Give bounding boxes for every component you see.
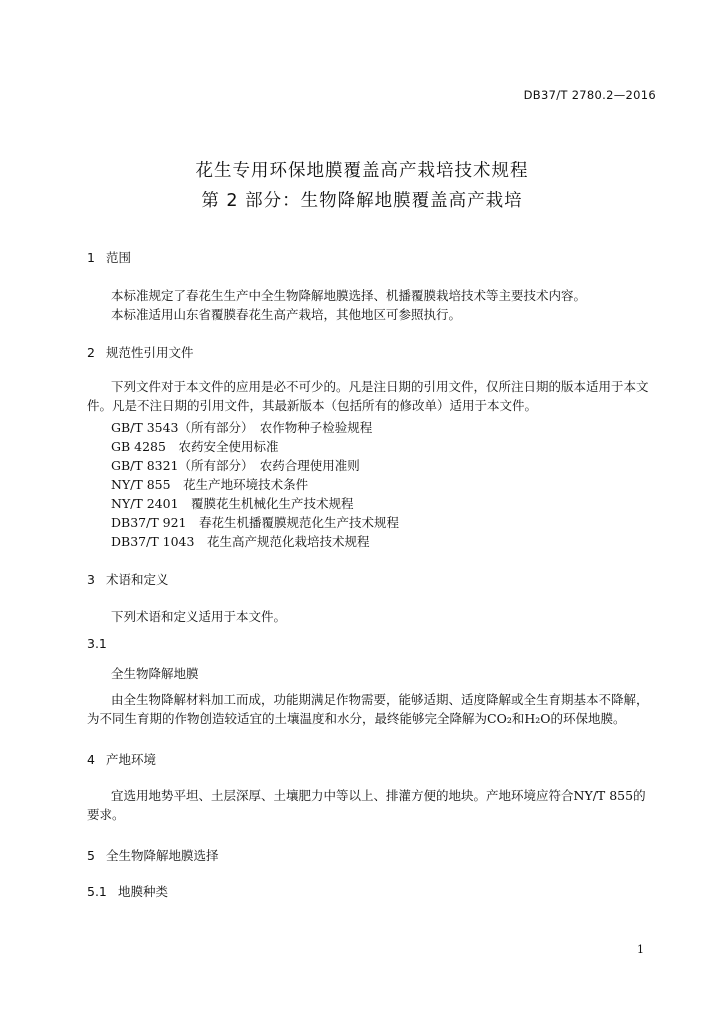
section-number: 5	[87, 848, 95, 863]
section-number: 3	[87, 572, 95, 587]
subsection-5-1-heading	[87, 882, 168, 900]
subsection-title: 地膜种类	[118, 884, 169, 899]
reference-item: NY/T 2401 覆膜花生机械化生产技术规程	[111, 496, 354, 511]
document-title: 花生专用环保地膜覆盖高产栽培技术规程	[195, 161, 529, 181]
section-1-heading	[87, 248, 131, 266]
reference-item: DB37/T 1043 花生高产规范化栽培技术规程	[111, 534, 370, 549]
term-definition: 由全生物降解材料加工而成，功能期满足作物需要，能够适期、适度降解或全生育期基本不降解，为不同生育期的作物创造较适宜的土壤温度和水分，最终能够完全降解为CO₂和H₂O的环保地膜。	[87, 692, 649, 726]
section-3-heading	[87, 570, 169, 588]
paragraph: 本标准适用山东省覆膜春花生高产栽培，其他地区可参照执行。	[111, 307, 462, 322]
section-title: 术语和定义	[106, 572, 169, 587]
reference-item: GB 4285 农药安全使用标准	[111, 439, 279, 454]
section-4-heading	[87, 750, 156, 768]
reference-item: DB37/T 921 春花生机播覆膜规范化生产技术规程	[111, 515, 399, 530]
section-title: 规范性引用文件	[106, 345, 194, 360]
section-title: 范围	[106, 250, 132, 265]
section-number: 4	[87, 752, 95, 767]
section-title: 产地环境	[106, 752, 157, 767]
section-2-heading	[87, 343, 194, 361]
section-title: 全生物降解地膜选择	[106, 848, 219, 863]
page-number: 1	[637, 943, 644, 956]
reference-item: GB/T 3543（所有部分） 农作物种子检验规程	[111, 420, 373, 435]
paragraph: 本标准规定了春花生生产中全生物降解地膜选择、机播覆膜栽培技术等主要技术内容。	[111, 288, 587, 303]
term-name: 全生物降解地膜	[111, 666, 199, 681]
reference-item: GB/T 8321（所有部分） 农药合理使用准则	[111, 458, 360, 473]
subsection-number: 5.1	[87, 884, 107, 899]
section-5-heading	[87, 846, 219, 864]
standard-code: DB37/T 2780.2—2016	[523, 88, 656, 102]
paragraph: 下列文件对于本文件的应用是必不可少的。凡是注日期的引用文件，仅所注日期的版本适用于本文件。凡是不注日期的引用文件，其最新版本（包括所有的修改单）适用于本文件。	[87, 379, 649, 413]
document-subtitle: 第 2 部分：生物降解地膜覆盖高产栽培	[201, 191, 523, 211]
section-number: 1	[87, 250, 95, 265]
paragraph: 下列术语和定义适用于本文件。	[111, 609, 287, 624]
paragraph: 宜选用地势平坦、土层深厚、土壤肥力中等以上、排灌方便的地块。产地环境应符合NY/T 855的要求。	[87, 788, 646, 822]
reference-item: NY/T 855 花生产地环境技术条件	[111, 477, 309, 492]
section-number: 2	[87, 345, 95, 360]
term-number: 3.1	[87, 636, 107, 651]
